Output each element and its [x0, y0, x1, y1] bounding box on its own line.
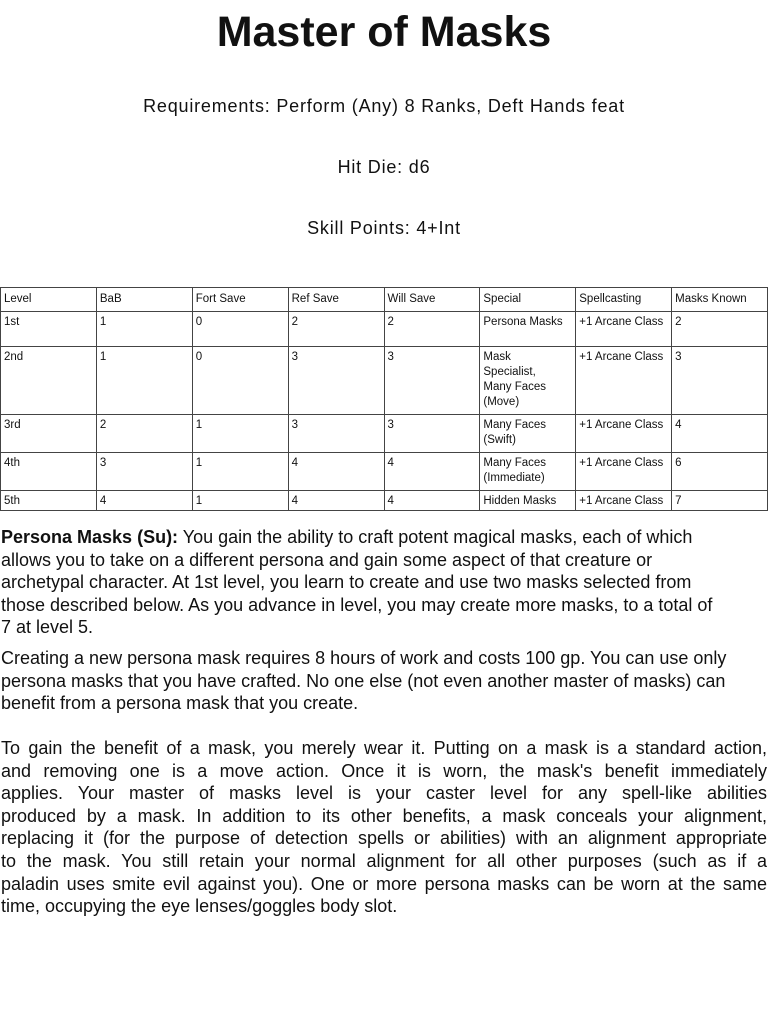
paragraph-line: applies. Your master of masks level is your caster level for any spell-like abilities [1, 783, 767, 804]
table-cell-spellcasting: +1 Arcane Class [576, 491, 672, 511]
table-cell-ref: 2 [288, 312, 384, 347]
persona-masks-paragraph [0, 526, 767, 639]
table-cell-level: 3rd [1, 415, 97, 453]
paragraph-line: persona masks that you have crafted. No one else (not even another master of masks) can [1, 670, 726, 691]
table-header-cell: Ref Save [288, 288, 384, 312]
table-cell-fort: 1 [192, 491, 288, 511]
paragraph-line: produced by a mask. In addition to its other benefits, a mask conceals your alignment, [1, 805, 767, 826]
table-cell-bab: 1 [96, 312, 192, 347]
table-row [1, 491, 768, 511]
table-cell-fort: 1 [192, 453, 288, 491]
table-cell-masks-known: 2 [672, 312, 768, 347]
table-header-cell: Masks Known [672, 288, 768, 312]
table-cell-will: 2 [384, 312, 480, 347]
creating-masks-paragraph [0, 647, 767, 715]
table-header-cell: Level [1, 288, 97, 312]
table-cell-special: Many Faces (Immediate) [480, 453, 576, 491]
table-cell-bab: 2 [96, 415, 192, 453]
table-row [1, 347, 768, 415]
table-row [1, 415, 768, 453]
table-cell-spellcasting: +1 Arcane Class [576, 312, 672, 347]
table-header-cell: Special [480, 288, 576, 312]
paragraph-line: replacing it (for the purpose of detection spells or abilities) with an alignment appropriate [1, 828, 767, 849]
table-header-cell: Fort Save [192, 288, 288, 312]
table-cell-bab: 4 [96, 491, 192, 511]
paragraph-line: archetypal character. At 1st level, you learn to create and use two masks selected from [1, 572, 692, 593]
paragraph-line: 7 at level 5. [1, 617, 94, 638]
table-cell-masks-known: 4 [672, 415, 768, 453]
table-cell-spellcasting: +1 Arcane Class [576, 415, 672, 453]
table-cell-ref: 4 [288, 491, 384, 511]
paragraph-line: To gain the benefit of a mask, you merely wear it. Putting on a mask is a standard action, [1, 738, 767, 758]
level-progression-table [0, 287, 768, 511]
paragraph-line: Creating a new persona mask requires 8 hours of work and costs 100 gp. You can use only [1, 648, 727, 668]
table-cell-special: Many Faces (Swift) [480, 415, 576, 453]
table-cell-will: 4 [384, 491, 480, 511]
persona-masks-heading: Persona Masks (Su): [1, 527, 179, 547]
table-header-cell: Spellcasting [576, 288, 672, 312]
table-cell-level: 2nd [1, 347, 97, 415]
paragraph-line-text: You gain the ability to craft potent magical masks, each of which [182, 527, 693, 547]
paragraph-line: and removing one is a move action. Once it is worn, the mask's benefit immediately [1, 760, 767, 781]
hit-die-text: Hit Die: d6 [337, 157, 431, 177]
table-cell-bab: 1 [96, 347, 192, 415]
table-header-cell: BaB [96, 288, 192, 312]
paragraph-line: time, occupying the eye lenses/goggles body slot. [1, 896, 398, 917]
requirements-text: Requirements: Perform (Any) 8 Ranks, Deft Hands feat [143, 96, 625, 116]
paragraph-line: benefit from a persona mask that you create. [1, 693, 359, 714]
table-cell-will: 3 [384, 347, 480, 415]
table-row [1, 312, 768, 347]
table-header-row [1, 288, 768, 312]
table-cell-will: 4 [384, 453, 480, 491]
table-cell-spellcasting: +1 Arcane Class [576, 347, 672, 415]
table-cell-level: 1st [1, 312, 97, 347]
paragraph-line: those described below. As you advance in level, you may create more masks, to a total of [1, 594, 713, 615]
page-title: Master of Masks [216, 8, 552, 56]
table-cell-bab: 3 [96, 453, 192, 491]
table-cell-spellcasting: +1 Arcane Class [576, 453, 672, 491]
table-cell-will: 3 [384, 415, 480, 453]
table-cell-masks-known: 3 [672, 347, 768, 415]
table-cell-level: 4th [1, 453, 97, 491]
wearing-masks-paragraph [0, 737, 767, 918]
skill-points-text: Skill Points: 4+Int [307, 218, 461, 238]
table-cell-special: Persona Masks [480, 312, 576, 347]
paragraph-line: allows you to take on a different persona and gain some aspect of that creature or [1, 549, 653, 570]
table-cell-special: Mask Specialist, Many Faces (Move) [480, 347, 576, 415]
table-cell-ref: 3 [288, 347, 384, 415]
table-cell-masks-known: 7 [672, 491, 768, 511]
paragraph-line: to the mask. You still retain your normal alignment for all other purposes (such as if a [1, 850, 767, 871]
table-header-cell: Will Save [384, 288, 480, 312]
table-cell-fort: 0 [192, 312, 288, 347]
paragraph-line: paladin uses smite evil against you). One or more persona masks can be worn at the same [1, 873, 767, 894]
paragraph-line [1, 526, 767, 549]
table-cell-special: Hidden Masks [480, 491, 576, 511]
table-row [1, 453, 768, 491]
table-cell-ref: 3 [288, 415, 384, 453]
table-cell-level: 5th [1, 491, 97, 511]
table-cell-ref: 4 [288, 453, 384, 491]
table-cell-fort: 1 [192, 415, 288, 453]
table-cell-fort: 0 [192, 347, 288, 415]
table-cell-masks-known: 6 [672, 453, 768, 491]
